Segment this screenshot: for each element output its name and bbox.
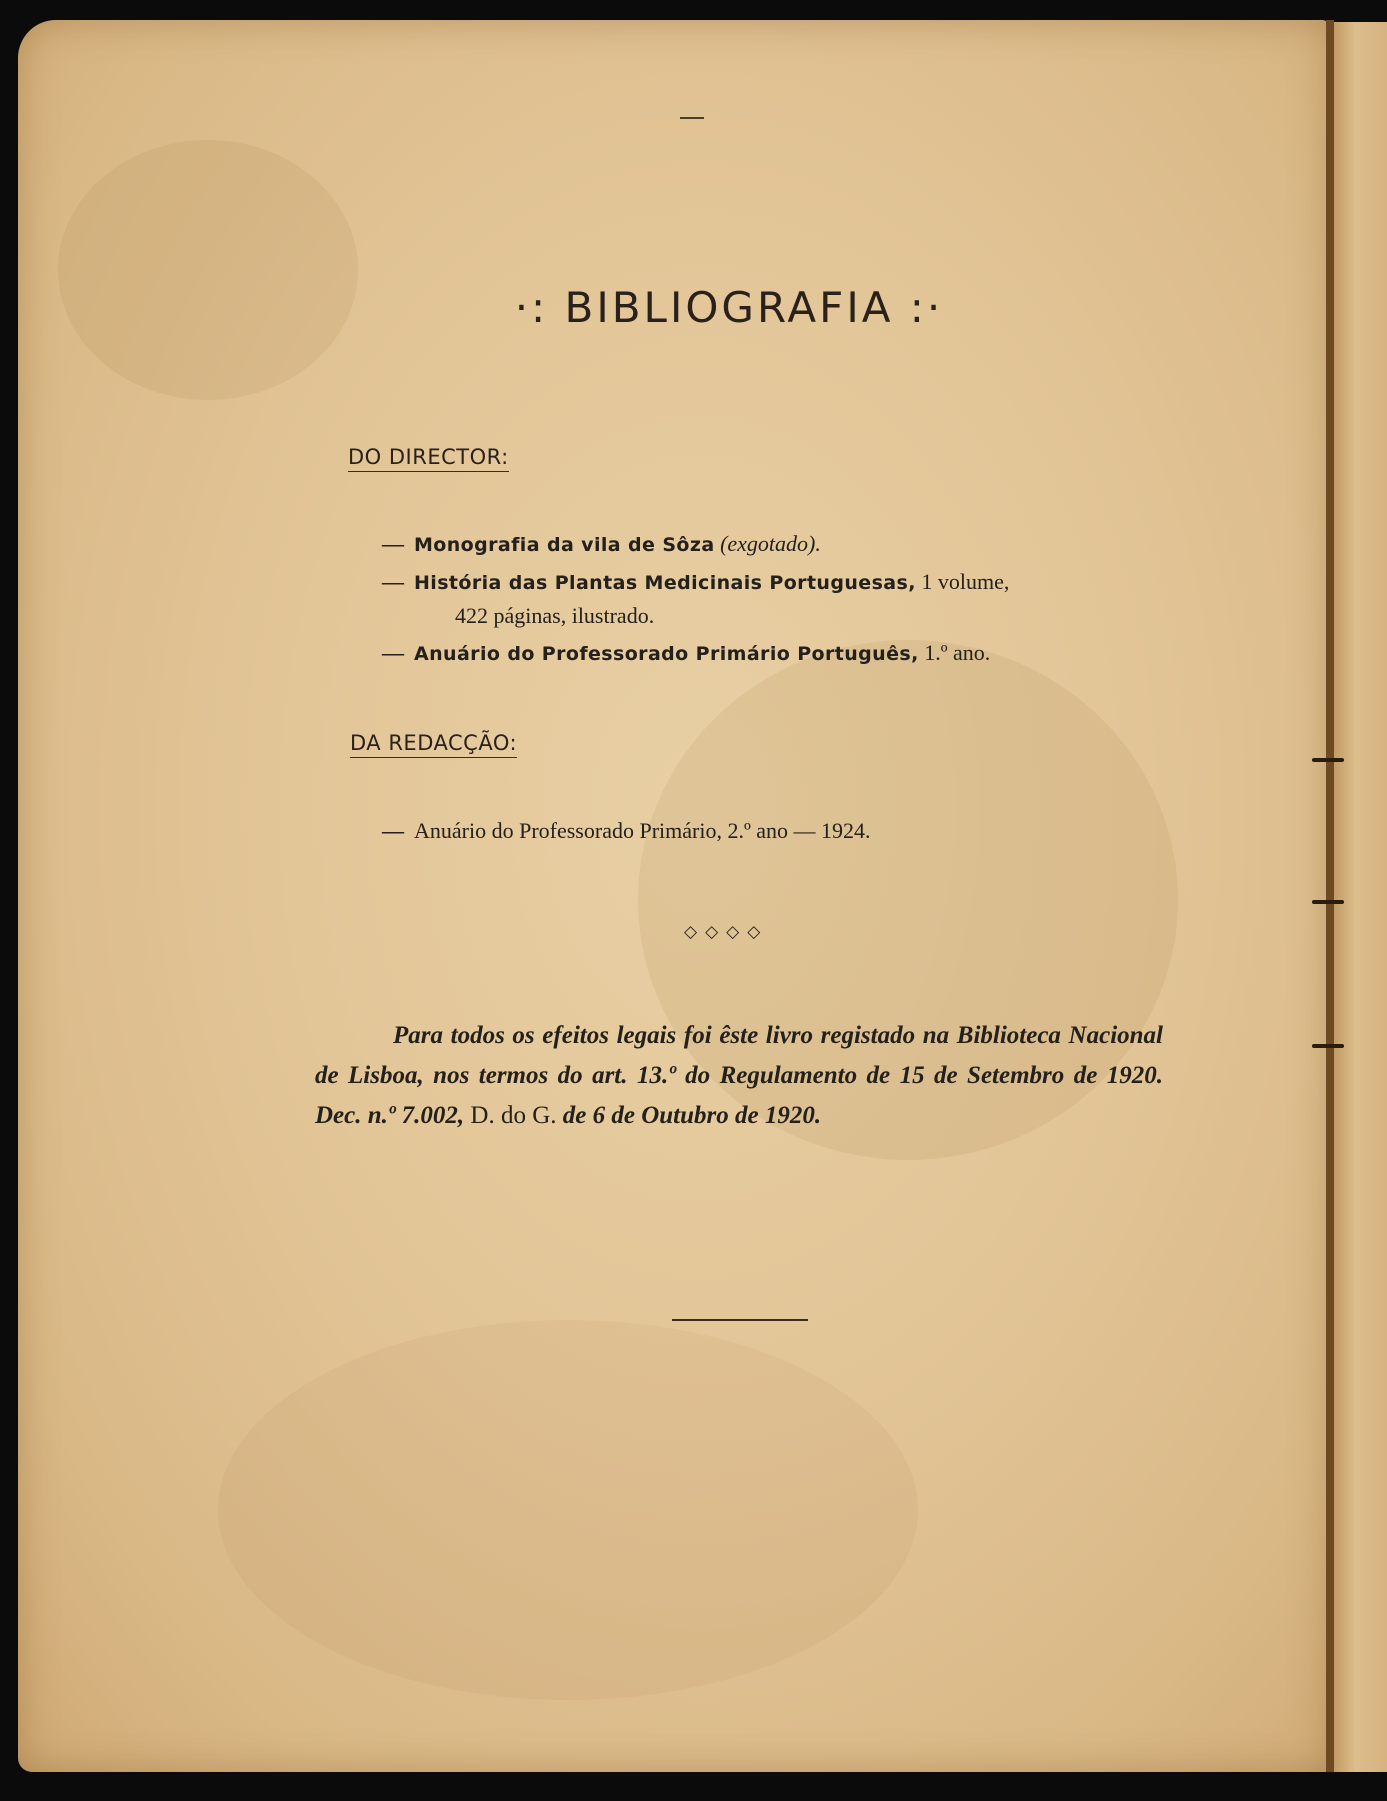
director-item-3: — Anuário do Professorado Primário Português, 1.º ano. bbox=[382, 640, 991, 665]
page-title: ·: BIBLIOGRAFIA :· bbox=[514, 283, 944, 332]
bottom-rule bbox=[672, 1319, 808, 1321]
redaccao-item-1: — Anuário do Professorado Primário, 2.º ano — 1924. bbox=[382, 818, 871, 843]
spine-stitch bbox=[1312, 1044, 1344, 1048]
director-item-2: — História das Plantas Medicinais Portuguesas, 1 volume, bbox=[382, 569, 1010, 594]
top-dash bbox=[680, 117, 704, 119]
redaccao-heading: DA REDACÇÃO: bbox=[350, 731, 517, 758]
director-item-1: — Monografia da vila de Sôza (exgotado). bbox=[382, 531, 821, 556]
spine-stitch bbox=[1312, 758, 1344, 762]
spine-stitch bbox=[1312, 900, 1344, 904]
director-item-2-continuation: 422 páginas, ilustrado. bbox=[455, 603, 655, 628]
ornament-diamonds: ◇◇◇◇ bbox=[684, 922, 769, 942]
director-heading: DO DIRECTOR: bbox=[348, 445, 509, 472]
legal-notice: Para todos os efeitos legais foi êste livro registado na Biblioteca Nacional de Lisboa, nos termos do art. 13.º do Regulamento de 15 de Setembro de 1920. Dec. n.º 7.002, D. do G. de 6 de Outubro de 1920. bbox=[315, 1022, 1163, 1129]
